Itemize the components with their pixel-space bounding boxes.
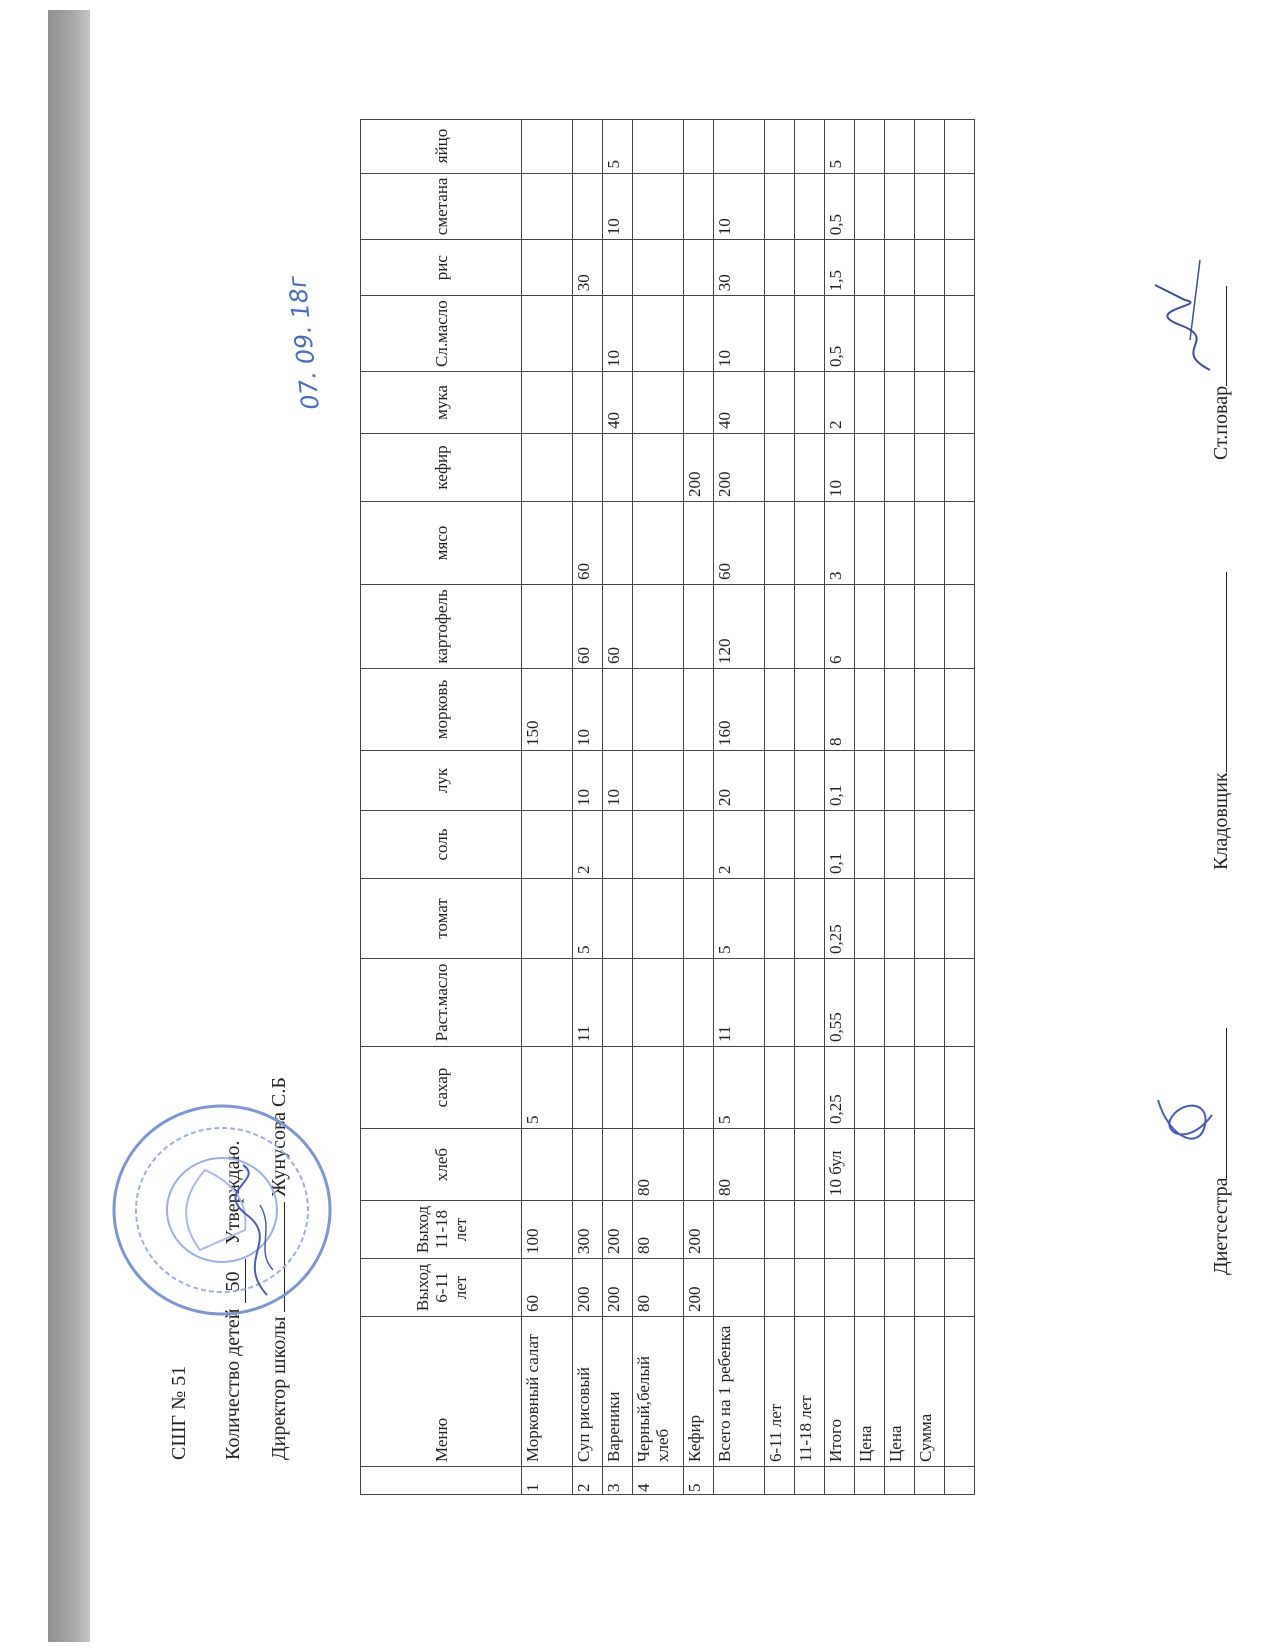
- table-cell: [795, 1259, 825, 1317]
- table-cell: [915, 502, 945, 585]
- column-header: яйцо: [361, 119, 522, 173]
- table-cell: [765, 119, 795, 173]
- table-cell: 30: [573, 240, 603, 296]
- row-dish-name: 11-18 лет: [795, 1317, 825, 1467]
- table-cell: [945, 879, 975, 959]
- table-cell: [885, 1047, 915, 1129]
- table-cell: [573, 173, 603, 240]
- table-cell: 10: [714, 296, 765, 372]
- table-cell: [885, 240, 915, 296]
- table-row: [714, 119, 765, 1494]
- table-cell: 300: [573, 1201, 603, 1259]
- table-cell: [945, 1259, 975, 1317]
- table-cell: [522, 119, 573, 173]
- row-dish-name: Кефир: [684, 1317, 714, 1467]
- table-cell: 200: [684, 434, 714, 502]
- table-cell: [684, 669, 714, 751]
- table-cell: 5: [573, 879, 603, 959]
- row-number: [885, 1467, 915, 1495]
- table-cell: [915, 173, 945, 240]
- table-row: [522, 119, 573, 1494]
- table-cell: [855, 372, 885, 434]
- table-cell: [915, 1201, 945, 1259]
- table-cell: [633, 372, 684, 434]
- table-cell: [765, 811, 795, 879]
- table-cell: [915, 296, 945, 372]
- table-cell: [915, 240, 945, 296]
- table-cell: [765, 1201, 795, 1259]
- table-cell: [855, 811, 885, 879]
- table-cell: 40: [603, 372, 633, 434]
- table-cell: [795, 1047, 825, 1129]
- table-cell: 150: [522, 669, 573, 751]
- table-row: [603, 119, 633, 1494]
- table-cell: 200: [573, 1259, 603, 1317]
- column-header: томат: [361, 879, 522, 959]
- table-cell: [765, 372, 795, 434]
- table-cell: [855, 751, 885, 811]
- table-cell: [522, 879, 573, 959]
- table-cell: [915, 959, 945, 1047]
- table-cell: [945, 1047, 975, 1129]
- table-cell: 5: [714, 1047, 765, 1129]
- table-cell: [795, 751, 825, 811]
- table-cell: [885, 879, 915, 959]
- table-cell: [795, 959, 825, 1047]
- table-cell: [633, 751, 684, 811]
- table-cell: [915, 1047, 945, 1129]
- table-cell: [684, 240, 714, 296]
- table-cell: 0,25: [825, 1047, 855, 1129]
- table-cell: [633, 502, 684, 585]
- table-cell: [885, 296, 915, 372]
- table-cell: 8: [825, 669, 855, 751]
- table-cell: 3: [825, 502, 855, 585]
- table-cell: 80: [633, 1201, 684, 1259]
- table-cell: [855, 434, 885, 502]
- table-row: [885, 119, 915, 1494]
- table-cell: [714, 1201, 765, 1259]
- row-dish-name: Сумма: [915, 1317, 945, 1467]
- table-cell: [633, 240, 684, 296]
- table-cell: 10: [825, 434, 855, 502]
- table-cell: 10: [603, 751, 633, 811]
- table-cell: [885, 434, 915, 502]
- table-cell: [573, 1047, 603, 1129]
- row-number: [915, 1467, 945, 1495]
- table-cell: [855, 585, 885, 669]
- table-cell: [633, 811, 684, 879]
- table-cell: [855, 173, 885, 240]
- table-cell: [795, 296, 825, 372]
- table-cell: 10: [573, 669, 603, 751]
- column-header: Раст.масло: [361, 959, 522, 1047]
- table-cell: 80: [633, 1259, 684, 1317]
- table-cell: 2: [825, 372, 855, 434]
- table-cell: [573, 434, 603, 502]
- table-cell: [603, 879, 633, 959]
- table-row: [684, 119, 714, 1494]
- table-row: [573, 119, 603, 1494]
- table-cell: [885, 669, 915, 751]
- table-cell: [885, 811, 915, 879]
- column-header: кефир: [361, 434, 522, 502]
- table-cell: [633, 296, 684, 372]
- table-cell: [765, 585, 795, 669]
- table-cell: [714, 1259, 765, 1317]
- table-cell: [603, 811, 633, 879]
- table-cell: [633, 669, 684, 751]
- table-cell: [795, 1129, 825, 1201]
- table-cell: [855, 1047, 885, 1129]
- table-cell: 120: [714, 585, 765, 669]
- table-cell: 60: [573, 585, 603, 669]
- table-cell: [855, 959, 885, 1047]
- table-cell: [855, 669, 885, 751]
- column-header: рис: [361, 240, 522, 296]
- table-cell: [684, 959, 714, 1047]
- table-cell: [603, 959, 633, 1047]
- table-cell: [573, 296, 603, 372]
- table-cell: [855, 240, 885, 296]
- table-row: [633, 119, 684, 1494]
- table-cell: [684, 173, 714, 240]
- director-signature: [225, 1160, 285, 1300]
- table-cell: 0,5: [825, 173, 855, 240]
- row-number: 5: [684, 1467, 714, 1495]
- table-cell: 200: [684, 1259, 714, 1317]
- dietitian-signature: [1150, 1080, 1220, 1160]
- table-cell: 2: [573, 811, 603, 879]
- table-cell: [915, 1259, 945, 1317]
- table-cell: [885, 751, 915, 811]
- table-cell: 60: [603, 585, 633, 669]
- row-dish-name: Морковный салат: [522, 1317, 573, 1467]
- table-cell: [522, 585, 573, 669]
- table-cell: [765, 879, 795, 959]
- table-cell: [684, 1129, 714, 1201]
- table-cell: [795, 502, 825, 585]
- table-cell: [945, 1201, 975, 1259]
- table-cell: 80: [633, 1129, 684, 1201]
- table-cell: [795, 173, 825, 240]
- table-cell: 5: [825, 119, 855, 173]
- table-cell: [855, 879, 885, 959]
- table-cell: 20: [714, 751, 765, 811]
- table-cell: 60: [522, 1259, 573, 1317]
- table-cell: [945, 296, 975, 372]
- table-cell: 200: [603, 1259, 633, 1317]
- table-cell: [765, 669, 795, 751]
- row-dish-name: Суп рисовый: [573, 1317, 603, 1467]
- menu-table: [360, 119, 975, 1495]
- storekeeper-line: [1210, 572, 1233, 870]
- table-cell: [684, 1047, 714, 1129]
- table-cell: [915, 811, 945, 879]
- column-header: Выход 6-11 лет: [361, 1259, 522, 1317]
- row-number: 2: [573, 1467, 603, 1495]
- table-cell: [633, 119, 684, 173]
- table-cell: 60: [714, 502, 765, 585]
- table-cell: [915, 585, 945, 669]
- row-number: [825, 1467, 855, 1495]
- approved-label: Утверждаю.: [222, 1140, 244, 1245]
- table-cell: 10: [603, 296, 633, 372]
- table-cell: 0,1: [825, 811, 855, 879]
- dietitian-label: Диетсестра: [1210, 1177, 1232, 1275]
- table-cell: 5: [603, 119, 633, 173]
- table-cell: 0,5: [825, 296, 855, 372]
- table-cell: 5: [522, 1047, 573, 1129]
- table-cell: [945, 502, 975, 585]
- column-header: картофель: [361, 585, 522, 669]
- table-cell: 200: [684, 1201, 714, 1259]
- table-cell: [795, 1201, 825, 1259]
- table-cell: [765, 959, 795, 1047]
- table-cell: 11: [714, 959, 765, 1047]
- table-cell: [765, 434, 795, 502]
- table-cell: 2: [714, 811, 765, 879]
- table-cell: [885, 585, 915, 669]
- table-cell: [915, 119, 945, 173]
- table-cell: [915, 434, 945, 502]
- table-cell: 10 бул: [825, 1129, 855, 1201]
- table-cell: [795, 434, 825, 502]
- table-cell: [915, 1129, 945, 1201]
- row-dish-name: Цена: [885, 1317, 915, 1467]
- table-cell: [945, 959, 975, 1047]
- column-header: сахар: [361, 1047, 522, 1129]
- row-dish-name: Цена: [855, 1317, 885, 1467]
- column-header: лук: [361, 751, 522, 811]
- header-num: [361, 1467, 522, 1495]
- table-cell: 11: [573, 959, 603, 1047]
- table-body: [522, 119, 975, 1494]
- table-cell: [885, 1201, 915, 1259]
- table-row: [855, 119, 885, 1494]
- table-cell: 160: [714, 669, 765, 751]
- table-cell: [945, 751, 975, 811]
- table-cell: [795, 811, 825, 879]
- row-dish-name: Черный,белый хлеб: [633, 1317, 684, 1467]
- senior-cook-label: Ст.повар: [1210, 385, 1232, 460]
- table-cell: [522, 240, 573, 296]
- table-cell: [714, 119, 765, 173]
- table-cell: [573, 1129, 603, 1201]
- table-cell: [795, 669, 825, 751]
- table-cell: [684, 119, 714, 173]
- table-cell: [765, 1047, 795, 1129]
- table-cell: [795, 585, 825, 669]
- table-cell: [522, 296, 573, 372]
- row-dish-name: Вареники: [603, 1317, 633, 1467]
- table-cell: [522, 811, 573, 879]
- column-header: мясо: [361, 502, 522, 585]
- table-cell: [522, 1129, 573, 1201]
- handwritten-date: 07. 09. 18г: [283, 274, 325, 412]
- row-dish-name: [945, 1317, 975, 1467]
- table-cell: [684, 751, 714, 811]
- table-cell: [684, 372, 714, 434]
- row-number: [714, 1467, 765, 1495]
- table-cell: [945, 1129, 975, 1201]
- director-label: Директор школы: [268, 1316, 290, 1460]
- table-cell: [765, 502, 795, 585]
- header-menu: Меню: [361, 1317, 522, 1467]
- row-number: 4: [633, 1467, 684, 1495]
- senior-cook-signature: [1150, 250, 1230, 380]
- school-name: СШГ № 51: [168, 1365, 190, 1460]
- table-cell: [795, 879, 825, 959]
- table-cell: [915, 879, 945, 959]
- table-cell: 1,5: [825, 240, 855, 296]
- table-cell: [825, 1259, 855, 1317]
- table-cell: 6: [825, 585, 855, 669]
- table-cell: [522, 173, 573, 240]
- table-cell: 0,55: [825, 959, 855, 1047]
- row-number: [855, 1467, 885, 1495]
- table-cell: [522, 434, 573, 502]
- table-cell: 80: [714, 1129, 765, 1201]
- table-cell: [603, 669, 633, 751]
- table-cell: [915, 669, 945, 751]
- table-cell: [855, 1201, 885, 1259]
- row-number: [945, 1467, 975, 1495]
- row-number: [765, 1467, 795, 1495]
- table-cell: [573, 372, 603, 434]
- storekeeper-label: Кладовщик: [1210, 772, 1232, 870]
- column-header: соль: [361, 811, 522, 879]
- table-cell: [855, 119, 885, 173]
- column-header: хлеб: [361, 1129, 522, 1201]
- table-cell: 30: [714, 240, 765, 296]
- table-cell: [522, 372, 573, 434]
- table-row: [825, 119, 855, 1494]
- column-header: Выход 11-18 лет: [361, 1201, 522, 1259]
- table-cell: [633, 585, 684, 669]
- table-cell: 10: [714, 173, 765, 240]
- row-number: 1: [522, 1467, 573, 1495]
- table-cell: 0,25: [825, 879, 855, 959]
- table-cell: [765, 240, 795, 296]
- table-row: [915, 119, 945, 1494]
- row-dish-name: Всего на 1 ребенка: [714, 1317, 765, 1467]
- table-cell: [855, 296, 885, 372]
- table-cell: [795, 240, 825, 296]
- table-cell: [765, 1129, 795, 1201]
- table-cell: 10: [603, 173, 633, 240]
- table-cell: 100: [522, 1201, 573, 1259]
- table-cell: [885, 959, 915, 1047]
- table-cell: [603, 1129, 633, 1201]
- table-cell: 5: [714, 879, 765, 959]
- table-cell: 10: [573, 751, 603, 811]
- table-cell: [915, 372, 945, 434]
- director-name: Жунусова С.Б: [268, 1077, 290, 1197]
- table-cell: [633, 1047, 684, 1129]
- table-row: [945, 119, 975, 1494]
- column-header: сметана: [361, 173, 522, 240]
- table-cell: [633, 879, 684, 959]
- table-cell: [603, 240, 633, 296]
- table-cell: 200: [714, 434, 765, 502]
- table-cell: [915, 751, 945, 811]
- table-cell: [603, 1047, 633, 1129]
- table-cell: [765, 751, 795, 811]
- table-cell: [945, 434, 975, 502]
- table-cell: [573, 119, 603, 173]
- table-cell: [945, 372, 975, 434]
- children-count: 50: [222, 1271, 244, 1292]
- table-cell: [765, 1259, 795, 1317]
- table-cell: [885, 372, 915, 434]
- table-cell: [945, 119, 975, 173]
- table-cell: 0,1: [825, 751, 855, 811]
- table-cell: [603, 434, 633, 502]
- table-cell: [522, 751, 573, 811]
- table-cell: [945, 585, 975, 669]
- table-cell: [885, 1259, 915, 1317]
- table-header-row: [361, 119, 522, 1494]
- table-cell: [945, 240, 975, 296]
- table-cell: [633, 173, 684, 240]
- children-label: Количество детей: [222, 1308, 244, 1460]
- row-number: 3: [603, 1467, 633, 1495]
- table-cell: [603, 502, 633, 585]
- table-cell: 40: [714, 372, 765, 434]
- table-cell: [522, 959, 573, 1047]
- column-header: мука: [361, 372, 522, 434]
- table-cell: [684, 296, 714, 372]
- row-dish-name: Итого: [825, 1317, 855, 1467]
- table-cell: [885, 1129, 915, 1201]
- table-cell: [885, 119, 915, 173]
- table-cell: [795, 372, 825, 434]
- table-cell: [855, 502, 885, 585]
- table-cell: [522, 502, 573, 585]
- table-cell: [684, 811, 714, 879]
- table-cell: [885, 173, 915, 240]
- table-cell: [684, 502, 714, 585]
- table-cell: [855, 1259, 885, 1317]
- table-cell: [825, 1201, 855, 1259]
- table-cell: [765, 173, 795, 240]
- column-header: Сл.масло: [361, 296, 522, 372]
- table-cell: [945, 669, 975, 751]
- table-row: [795, 119, 825, 1494]
- table-cell: [633, 959, 684, 1047]
- table-row: [765, 119, 795, 1494]
- table-cell: [684, 585, 714, 669]
- row-number: [795, 1467, 825, 1495]
- table-cell: [684, 879, 714, 959]
- table-cell: [945, 173, 975, 240]
- table-cell: 200: [603, 1201, 633, 1259]
- table-cell: [765, 296, 795, 372]
- table-cell: [855, 1129, 885, 1201]
- table-cell: [795, 119, 825, 173]
- table-cell: [885, 502, 915, 585]
- column-header: морковь: [361, 669, 522, 751]
- row-dish-name: 6-11 лет: [765, 1317, 795, 1467]
- table-cell: 60: [573, 502, 603, 585]
- table-cell: [633, 434, 684, 502]
- table-cell: [945, 811, 975, 879]
